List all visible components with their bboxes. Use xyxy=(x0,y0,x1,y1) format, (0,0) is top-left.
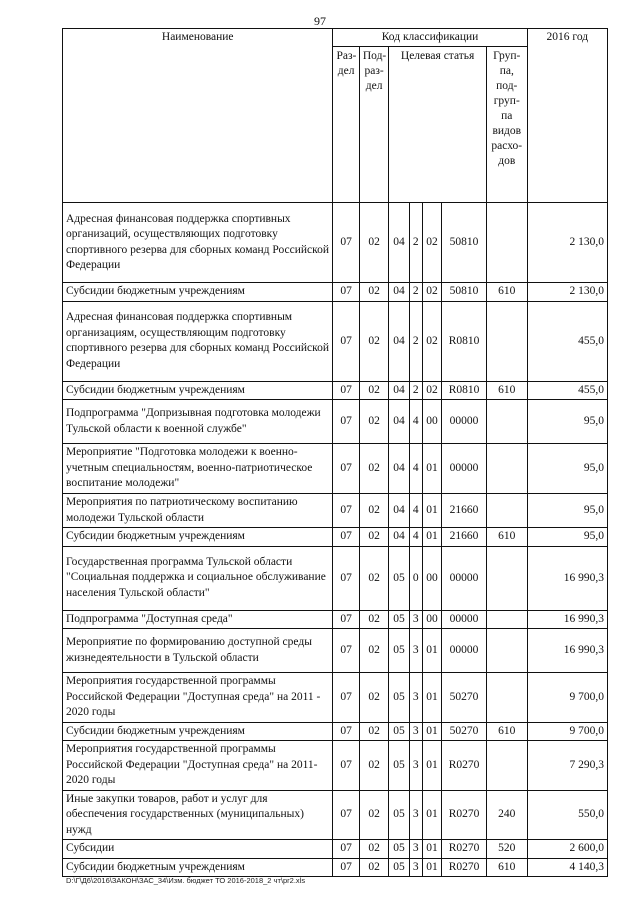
row-target-program: 05 xyxy=(389,840,409,859)
header-section: Раз- дел xyxy=(333,47,359,203)
table-row xyxy=(63,546,608,610)
table-row xyxy=(63,444,608,494)
row-target-subprogram: 4 xyxy=(409,528,422,547)
table-row xyxy=(63,629,608,673)
row-expense-type xyxy=(486,673,527,723)
table-row xyxy=(63,741,608,791)
row-expense-type xyxy=(486,494,527,528)
row-name: Мероприятия государственной программы Российской Федерации "Доступная среда" на 2011 - 2020 годы xyxy=(63,673,333,723)
row-razdel: 07 xyxy=(333,790,359,840)
row-target-direction: 50810 xyxy=(442,283,487,302)
row-target-subprogram: 3 xyxy=(409,790,422,840)
row-expense-type xyxy=(486,610,527,629)
row-target-direction: R0270 xyxy=(442,840,487,859)
row-name: Субсидии бюджетным учреждениям xyxy=(63,528,333,547)
row-target-subprogram: 2 xyxy=(409,203,422,283)
row-target-direction: 00000 xyxy=(442,400,487,444)
row-name: Подпрограмма "Доступная среда" xyxy=(63,610,333,629)
row-target-direction: 00000 xyxy=(442,546,487,610)
row-razdel: 07 xyxy=(333,629,359,673)
row-name: Мероприятия государственной программы Российской Федерации "Доступная среда" на 2011-2020 годы xyxy=(63,741,333,791)
table-row xyxy=(63,494,608,528)
row-amount: 550,0 xyxy=(527,790,607,840)
row-podrazdel: 02 xyxy=(359,283,388,302)
row-podrazdel: 02 xyxy=(359,494,388,528)
row-name: Мероприятие по формированию доступной среды жизнедеятельности в Тульской области xyxy=(63,629,333,673)
row-name: Адресная финансовая поддержка спортивным организациям, осуществляющим подготовку спортивного резерва для сборных команд Российской Федерации xyxy=(63,301,333,381)
row-expense-type xyxy=(486,203,527,283)
row-expense-type: 240 xyxy=(486,790,527,840)
row-target-subprogram: 3 xyxy=(409,673,422,723)
row-target-subprogram: 2 xyxy=(409,283,422,302)
table-row xyxy=(63,610,608,629)
table-row xyxy=(63,528,608,547)
row-target-direction: 50810 xyxy=(442,203,487,283)
row-target-event: 01 xyxy=(422,629,441,673)
table-row xyxy=(63,381,608,400)
row-razdel: 07 xyxy=(333,546,359,610)
row-expense-type: 610 xyxy=(486,528,527,547)
table-row xyxy=(63,673,608,723)
row-amount: 95,0 xyxy=(527,494,607,528)
row-expense-type xyxy=(486,400,527,444)
row-target-program: 05 xyxy=(389,858,409,877)
row-target-event: 01 xyxy=(422,840,441,859)
row-name: Субсидии бюджетным учреждениям xyxy=(63,283,333,302)
row-name: Иные закупки товаров, работ и услуг для обеспечения государственных (муниципальных) нужд xyxy=(63,790,333,840)
header-target: Целевая статья xyxy=(389,47,487,203)
row-expense-type: 610 xyxy=(486,283,527,302)
row-target-event: 02 xyxy=(422,301,441,381)
row-target-subprogram: 3 xyxy=(409,610,422,629)
row-expense-type: 520 xyxy=(486,840,527,859)
row-target-program: 05 xyxy=(389,610,409,629)
row-razdel: 07 xyxy=(333,528,359,547)
row-target-direction: 00000 xyxy=(442,629,487,673)
row-expense-type xyxy=(486,546,527,610)
row-target-subprogram: 3 xyxy=(409,722,422,741)
table-row xyxy=(63,858,608,877)
row-target-subprogram: 4 xyxy=(409,444,422,494)
row-razdel: 07 xyxy=(333,858,359,877)
row-amount: 95,0 xyxy=(527,528,607,547)
row-target-direction: R0270 xyxy=(442,790,487,840)
row-target-direction: R0810 xyxy=(442,301,487,381)
row-podrazdel: 02 xyxy=(359,790,388,840)
table-row xyxy=(63,283,608,302)
row-amount: 2 600,0 xyxy=(527,840,607,859)
row-target-subprogram: 0 xyxy=(409,546,422,610)
row-razdel: 07 xyxy=(333,400,359,444)
table-body xyxy=(63,203,608,877)
row-razdel: 07 xyxy=(333,673,359,723)
header-subsection: Под- раз- дел xyxy=(359,47,388,203)
header-classification: Код классификации xyxy=(333,29,527,47)
row-target-direction: 00000 xyxy=(442,610,487,629)
row-name: Государственная программа Тульской области "Социальная поддержка и социальное обслуживание населения Тульской области" xyxy=(63,546,333,610)
row-expense-type xyxy=(486,629,527,673)
header-group: Груп- па, под- груп- па видов расхо- дов xyxy=(486,47,527,203)
row-razdel: 07 xyxy=(333,381,359,400)
row-target-subprogram: 2 xyxy=(409,381,422,400)
row-amount: 95,0 xyxy=(527,444,607,494)
row-target-direction: R0270 xyxy=(442,741,487,791)
row-expense-type: 610 xyxy=(486,858,527,877)
table-header xyxy=(63,29,608,203)
row-expense-type xyxy=(486,301,527,381)
row-amount: 16 990,3 xyxy=(527,629,607,673)
row-target-event: 01 xyxy=(422,722,441,741)
row-target-subprogram: 3 xyxy=(409,629,422,673)
row-podrazdel: 02 xyxy=(359,203,388,283)
row-target-event: 02 xyxy=(422,203,441,283)
row-razdel: 07 xyxy=(333,741,359,791)
row-podrazdel: 02 xyxy=(359,629,388,673)
table-row xyxy=(63,400,608,444)
row-podrazdel: 02 xyxy=(359,858,388,877)
row-razdel: 07 xyxy=(333,203,359,283)
row-podrazdel: 02 xyxy=(359,400,388,444)
row-target-subprogram: 3 xyxy=(409,858,422,877)
row-target-event: 01 xyxy=(422,444,441,494)
row-amount: 455,0 xyxy=(527,381,607,400)
row-target-direction: 50270 xyxy=(442,722,487,741)
row-target-program: 04 xyxy=(389,494,409,528)
row-razdel: 07 xyxy=(333,301,359,381)
row-target-direction: R0270 xyxy=(442,858,487,877)
row-razdel: 07 xyxy=(333,444,359,494)
row-podrazdel: 02 xyxy=(359,444,388,494)
row-podrazdel: 02 xyxy=(359,741,388,791)
row-target-subprogram: 3 xyxy=(409,741,422,791)
table-row xyxy=(63,790,608,840)
row-podrazdel: 02 xyxy=(359,673,388,723)
row-target-program: 04 xyxy=(389,400,409,444)
row-name: Мероприятия по патриотическому воспитанию молодежи Тульской области xyxy=(63,494,333,528)
row-name: Подпрограмма "Допризывная подготовка молодежи Тульской области к военной службе" xyxy=(63,400,333,444)
row-amount: 4 140,3 xyxy=(527,858,607,877)
header-name: Наименование xyxy=(63,29,333,203)
row-podrazdel: 02 xyxy=(359,722,388,741)
row-target-event: 01 xyxy=(422,494,441,528)
row-podrazdel: 02 xyxy=(359,381,388,400)
row-razdel: 07 xyxy=(333,610,359,629)
row-podrazdel: 02 xyxy=(359,610,388,629)
row-amount: 455,0 xyxy=(527,301,607,381)
file-path-footer: D:\Г\Д6\2016\ЗАКОН\ЗАС_34\Изм. бюджет ТО 2016-2018_2 чт\pr2.xls xyxy=(66,876,306,885)
row-target-direction: 50270 xyxy=(442,673,487,723)
row-target-program: 04 xyxy=(389,381,409,400)
row-expense-type xyxy=(486,444,527,494)
row-podrazdel: 02 xyxy=(359,840,388,859)
row-podrazdel: 02 xyxy=(359,546,388,610)
row-expense-type xyxy=(486,741,527,791)
row-expense-type: 610 xyxy=(486,722,527,741)
row-target-direction: 00000 xyxy=(442,444,487,494)
table-row xyxy=(63,722,608,741)
row-razdel: 07 xyxy=(333,494,359,528)
row-target-subprogram: 3 xyxy=(409,840,422,859)
table-row xyxy=(63,203,608,283)
row-target-program: 05 xyxy=(389,546,409,610)
row-target-direction: 21660 xyxy=(442,494,487,528)
row-razdel: 07 xyxy=(333,722,359,741)
row-target-program: 04 xyxy=(389,301,409,381)
row-target-event: 02 xyxy=(422,283,441,302)
row-target-program: 05 xyxy=(389,673,409,723)
row-expense-type: 610 xyxy=(486,381,527,400)
row-target-subprogram: 4 xyxy=(409,400,422,444)
row-name: Субсидии xyxy=(63,840,333,859)
row-amount: 95,0 xyxy=(527,400,607,444)
row-razdel: 07 xyxy=(333,840,359,859)
row-target-program: 04 xyxy=(389,528,409,547)
row-target-program: 05 xyxy=(389,741,409,791)
row-razdel: 07 xyxy=(333,283,359,302)
budget-table xyxy=(62,28,608,877)
row-amount: 2 130,0 xyxy=(527,203,607,283)
row-amount: 2 130,0 xyxy=(527,283,607,302)
table-row xyxy=(63,840,608,859)
row-name: Субсидии бюджетным учреждениям xyxy=(63,722,333,741)
row-target-event: 00 xyxy=(422,610,441,629)
row-target-event: 00 xyxy=(422,400,441,444)
row-target-event: 01 xyxy=(422,741,441,791)
row-podrazdel: 02 xyxy=(359,528,388,547)
row-target-program: 04 xyxy=(389,283,409,302)
row-name: Субсидии бюджетным учреждениям xyxy=(63,381,333,400)
row-target-event: 02 xyxy=(422,381,441,400)
row-target-direction: 21660 xyxy=(442,528,487,547)
header-year: 2016 год xyxy=(527,29,607,203)
row-target-event: 01 xyxy=(422,528,441,547)
row-amount: 9 700,0 xyxy=(527,722,607,741)
row-target-subprogram: 2 xyxy=(409,301,422,381)
row-amount: 9 700,0 xyxy=(527,673,607,723)
row-target-program: 05 xyxy=(389,722,409,741)
row-target-subprogram: 4 xyxy=(409,494,422,528)
row-name: Мероприятие "Подготовка молодежи к военно-учетным специальностям, военно-патриотическое воспитание молодежи" xyxy=(63,444,333,494)
row-target-event: 00 xyxy=(422,546,441,610)
row-amount: 7 290,3 xyxy=(527,741,607,791)
row-amount: 16 990,3 xyxy=(527,610,607,629)
row-target-program: 05 xyxy=(389,629,409,673)
row-name: Субсидии бюджетным учреждениям xyxy=(63,858,333,877)
row-target-event: 01 xyxy=(422,673,441,723)
table-row xyxy=(63,301,608,381)
page-number: 97 xyxy=(314,14,326,28)
row-amount: 16 990,3 xyxy=(527,546,607,610)
row-target-program: 04 xyxy=(389,444,409,494)
row-target-direction: R0810 xyxy=(442,381,487,400)
row-podrazdel: 02 xyxy=(359,301,388,381)
row-target-program: 05 xyxy=(389,790,409,840)
row-target-program: 04 xyxy=(389,203,409,283)
row-target-event: 01 xyxy=(422,858,441,877)
row-name: Адресная финансовая поддержка спортивных организаций, осуществляющих подготовку спортивного резерва для сборных команд Российской Федерации xyxy=(63,203,333,283)
row-target-event: 01 xyxy=(422,790,441,840)
